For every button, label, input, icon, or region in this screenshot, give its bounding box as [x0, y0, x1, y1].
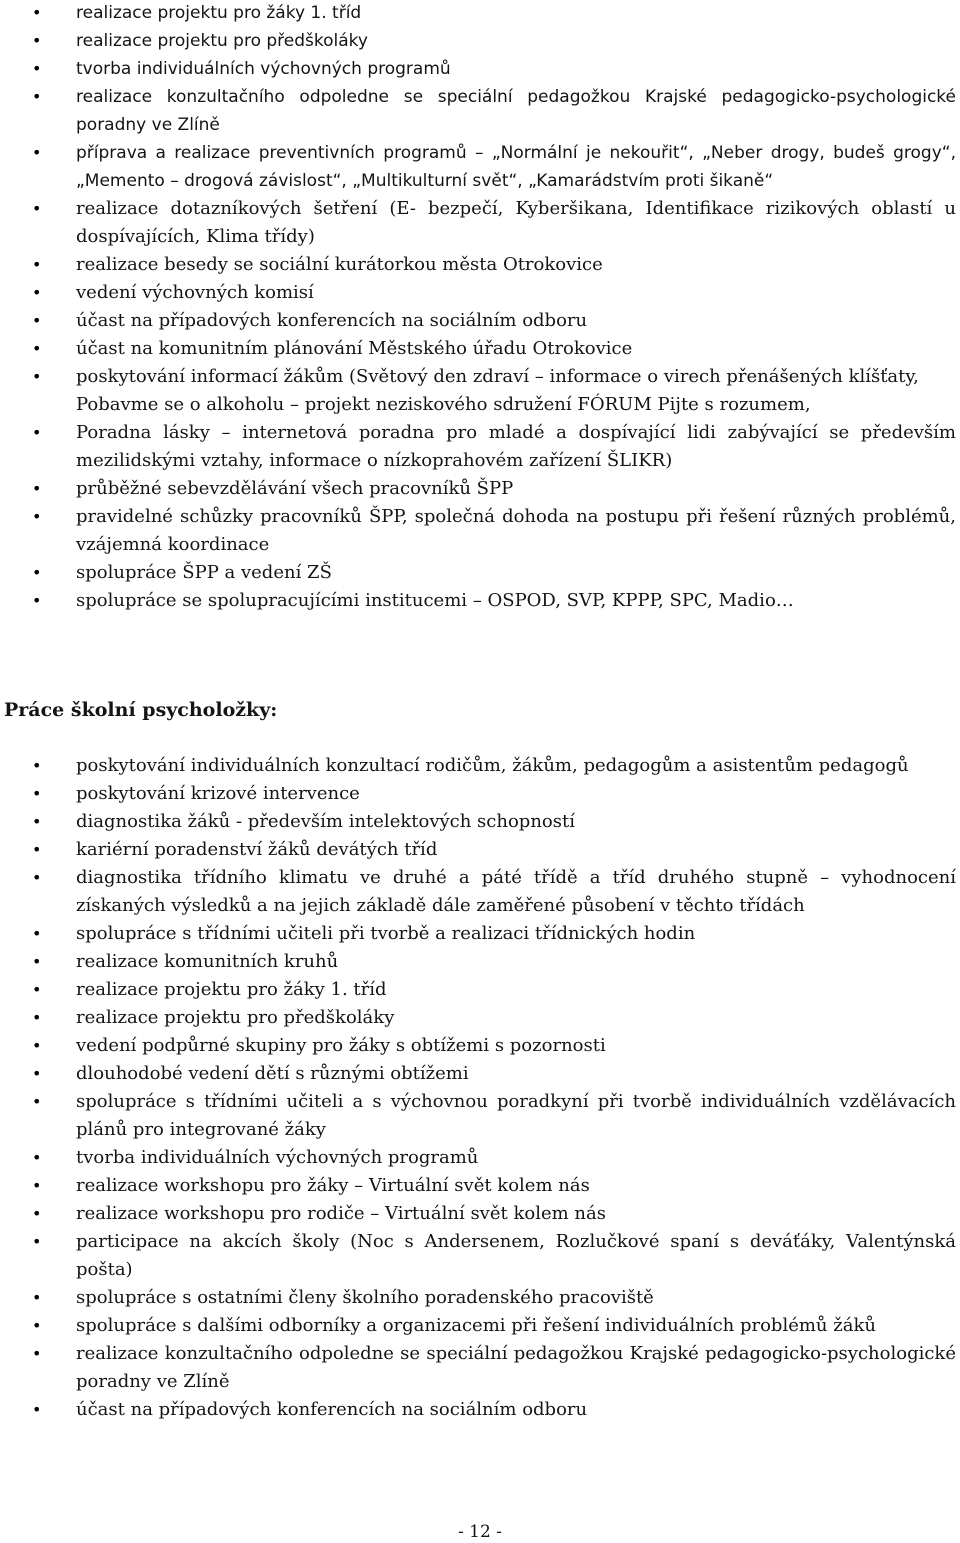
- list-item: • tvorba individuálních výchovných programů: [0, 55, 960, 83]
- list-item: • spolupráce ŠPP a vedení ZŠ: [0, 559, 960, 587]
- list-item: • účast na případových konferencích na sociálním odboru: [0, 307, 960, 335]
- list-item: • spolupráce se spolupracujícími institucemi – OSPOD, SVP, KPPP, SPC, Madio…: [0, 587, 960, 615]
- list-item: • realizace dotazníkových šetření (E- bezpečí, Kyberšikana, Identifikace rizikových oblastí u dospívajících, Klima třídy): [0, 195, 960, 251]
- list-item: • realizace konzultačního odpoledne se speciální pedagožkou Krajské pedagogicko-psychologické poradny ve Zlíně: [0, 83, 960, 139]
- list-item: • realizace projektu pro předškoláky: [0, 1004, 960, 1032]
- list-item: • pravidelné schůzky pracovníků ŠPP, společná dohoda na postupu při řešení různých problémů, vzájemná koordinace: [0, 503, 960, 559]
- list-item: • příprava a realizace preventivních programů – „Normální je nekouřit“, „Neber drogy, budeš grogy“, „Memento – drogová závislost“, „Multikulturní svět“, „Kamarádstvím proti šikaně“: [0, 139, 960, 195]
- list-item: • Poradna lásky – internetová poradna pro mladé a dospívající lidi zabývající se především mezilidskými vztahy, informace o nízkoprahovém zařízení ŠLIKR): [0, 419, 960, 475]
- list-item: • diagnostika třídního klimatu ve druhé a páté třídě a tříd druhého stupně – vyhodnocení získaných výsledků a na jejich základě dále zaměřené působení v těchto třídách: [0, 864, 960, 920]
- list-item: • spolupráce s třídními učiteli a s výchovnou poradkyní při tvorbě individuálních vzdělávacích plánů pro integrované žáky: [0, 1088, 960, 1144]
- section-heading: Práce školní psycholožky:: [4, 699, 278, 721]
- list-item: • spolupráce s dalšími odborníky a organizacemi při řešení individuálních problémů žáků: [0, 1312, 960, 1340]
- list-item: • realizace konzultačního odpoledne se speciální pedagožkou Krajské pedagogicko-psychologické poradny ve Zlíně: [0, 1340, 960, 1396]
- list-item: • spolupráce s třídními učiteli při tvorbě a realizaci třídnických hodin: [0, 920, 960, 948]
- list-item: • dlouhodobé vedení dětí s různými obtížemi: [0, 1060, 960, 1088]
- list-item: • realizace workshopu pro rodiče – Virtuální svět kolem nás: [0, 1200, 960, 1228]
- list-item: • tvorba individuálních výchovných programů: [0, 1144, 960, 1172]
- list-item: • realizace workshopu pro žáky – Virtuální svět kolem nás: [0, 1172, 960, 1200]
- list-item: • poskytování krizové intervence: [0, 780, 960, 808]
- list-item: • realizace projektu pro předškoláky: [0, 27, 960, 55]
- list-item: • průběžné sebevzdělávání všech pracovníků ŠPP: [0, 475, 960, 503]
- list-item: • realizace besedy se sociální kurátorkou města Otrokovice: [0, 251, 960, 279]
- page-number: - 12 -: [458, 1522, 502, 1542]
- list-item: • realizace projektu pro žáky 1. tříd: [0, 0, 960, 27]
- psychologist-tasks-list: [0, 752, 960, 1424]
- list-item: • poskytování informací žákům (Světový den zdraví – informace o virech přenášených klíšťaty,: [0, 363, 960, 391]
- list-item: • realizace projektu pro žáky 1. tříd: [0, 976, 960, 1004]
- list-item: • vedení výchovných komisí: [0, 279, 960, 307]
- list-item: • spolupráce s ostatními členy školního poradenského pracoviště: [0, 1284, 960, 1312]
- list-item: • účast na komunitním plánování Městského úřadu Otrokovice: [0, 335, 960, 363]
- list-item: • vedení podpůrné skupiny pro žáky s obtížemi s pozornosti: [0, 1032, 960, 1060]
- list-item: • participace na akcích školy (Noc s Andersenem, Rozlučkové spaní s deváťáky, Valentýnská pošta): [0, 1228, 960, 1284]
- list-item: Pobavme se o alkoholu – projekt neziskového sdružení FÓRUM Pijte s rozumem,: [76, 394, 811, 415]
- list-item: • kariérní poradenství žáků devátých tříd: [0, 836, 960, 864]
- list-item: • poskytování individuálních konzultací rodičům, žákům, pedagogům a asistentům pedagogů: [0, 752, 960, 780]
- list-item: • realizace komunitních kruhů: [0, 948, 960, 976]
- list-item: • účast na případových konferencích na sociálním odboru: [0, 1396, 960, 1424]
- activities-list-top: [0, 0, 960, 615]
- list-item: • diagnostika žáků - především intelektových schopností: [0, 808, 960, 836]
